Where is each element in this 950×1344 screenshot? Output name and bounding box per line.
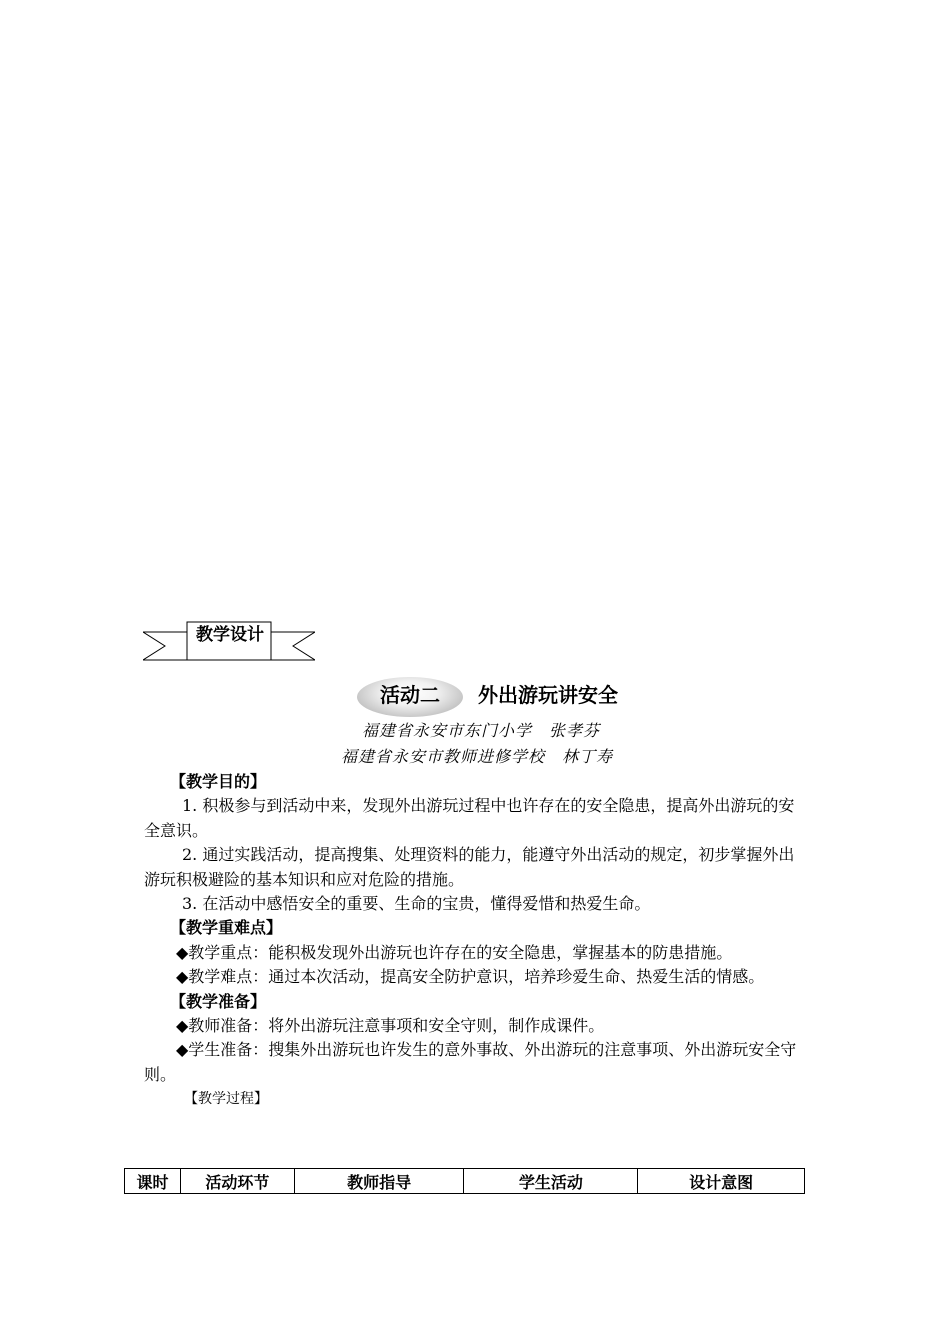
table-header-row [125,1169,805,1194]
author-line-2: 福建省永安市教师进修学校 林丁寿 [341,747,614,766]
objective-item-3: 3. 在活动中感悟安全的重要、生命的宝贵，懂得爱惜和热爱生命。 [182,894,651,914]
banner-label: 教学设计 [196,625,264,645]
process-table [124,1168,805,1194]
key-point-item-2: ◆教学难点：通过本次活动，提高安全防护意识，培养珍爱生命、热爱生活的情感。 [176,967,765,987]
key-points-heading: 【教学重难点】 [170,918,283,938]
preparation-item-2: ◆学生准备：搜集外出游玩也许发生的意外事故、外出游玩的注意事项、外出游玩安全守则。 [144,1040,797,1084]
title-activity: 活动二 [380,683,440,707]
process-heading: 【教学过程】 [184,1091,268,1108]
column-header-teacher-guidance: 教师指导 [294,1169,464,1194]
preparation-heading: 【教学准备】 [170,991,267,1011]
column-header-design-intent: 设计意图 [638,1169,805,1194]
preparation-item-1: ◆教师准备：将外出游玩注意事项和安全守则，制作成课件。 [176,1016,605,1036]
title-name: 外出游玩讲安全 [478,683,618,707]
column-header-activity-stage: 活动环节 [180,1169,294,1194]
objective-item-1: 1. 积极参与到活动中来，发现外出游玩过程中也许存在的安全隐患，提高外出游玩的安全意识。 [144,796,795,840]
column-header-student-activity: 学生活动 [464,1169,638,1194]
author-line-1: 福建省永安市东门小学 张孝芬 [362,721,601,740]
objectives-heading: 【教学目的】 [170,772,267,791]
key-point-item-1: ◆教学重点：能积极发现外出游玩也许存在的安全隐患，掌握基本的防患措施。 [176,942,733,962]
document-body [144,770,804,1109]
column-header-period: 课时 [125,1169,181,1194]
objective-item-2: 2. 通过实践活动，提高搜集、处理资料的能力，能遵守外出活动的规定，初步掌握外出游玩积极避险的基本知识和应对危险的措施。 [144,845,795,889]
